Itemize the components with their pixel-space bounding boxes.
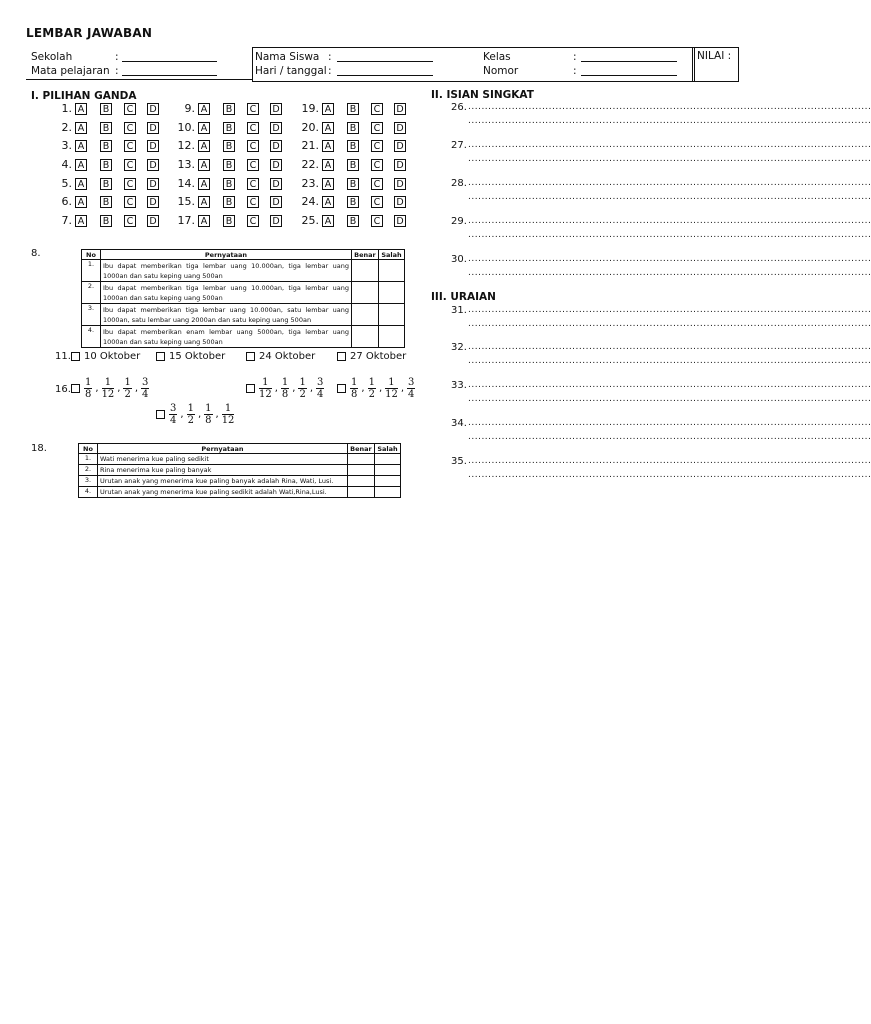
- answer-line[interactable]: ........................................................................................................................: [468, 380, 871, 390]
- answer-option-c[interactable]: C: [247, 122, 259, 134]
- denominator: 2: [299, 389, 306, 400]
- q16-option[interactable]: [337, 377, 415, 400]
- fraction: [281, 377, 289, 400]
- row-number: 1.: [79, 454, 98, 465]
- answer-option-a[interactable]: A: [75, 196, 87, 208]
- statement-text: Ibu dapat memberikan tiga lembar uang 10.000an, tiga lembar uang 1000an dan satu keping uang 500an: [100, 282, 351, 304]
- answer-line[interactable]: ........................................................................................................................: [468, 456, 871, 466]
- question-number: 17.: [177, 214, 195, 227]
- answer-option-a[interactable]: A: [322, 196, 334, 208]
- answer-option-b[interactable]: B: [347, 196, 359, 208]
- answer-option-d[interactable]: D: [270, 159, 282, 171]
- table-row: [82, 304, 405, 326]
- checkbox-icon: [71, 352, 80, 361]
- answer-option-d[interactable]: D: [394, 140, 406, 152]
- fraction-separator: ,: [95, 383, 99, 394]
- row-number: 2.: [82, 282, 101, 304]
- answer-option-c[interactable]: C: [124, 178, 136, 190]
- question-number: 1.: [61, 102, 72, 115]
- statement-text: Urutan anak yang menerima kue paling banyak adalah Rina, Wati, Lusi.: [97, 476, 347, 487]
- fraction-separator: ,: [292, 383, 296, 394]
- denominator: 4: [170, 415, 177, 426]
- question-number: 7.: [61, 214, 72, 227]
- answer-option-d[interactable]: D: [147, 122, 159, 134]
- q8-number: 8.: [31, 248, 41, 259]
- q11-option-label: 10 Oktober: [84, 351, 141, 362]
- denominator: 4: [142, 389, 149, 400]
- numerator: 1: [187, 403, 194, 414]
- answer-option-a[interactable]: A: [198, 159, 210, 171]
- answer-option-c[interactable]: C: [124, 215, 136, 227]
- row-number: 3.: [82, 304, 101, 326]
- answer-option-a[interactable]: A: [75, 178, 87, 190]
- benar-cell[interactable]: [351, 304, 378, 326]
- answer-option-c[interactable]: C: [124, 140, 136, 152]
- answer-line[interactable]: ........................................................................................................................: [468, 418, 871, 428]
- question-number: 13.: [177, 158, 195, 171]
- answer-option-c[interactable]: C: [247, 196, 259, 208]
- answer-option-d[interactable]: D: [147, 103, 159, 115]
- salah-cell[interactable]: [378, 326, 404, 348]
- question-number: 10.: [177, 121, 195, 134]
- fraction: [204, 403, 212, 426]
- fraction: [368, 377, 376, 400]
- q11-number: 11.: [55, 351, 71, 362]
- answer-option-b[interactable]: B: [223, 122, 235, 134]
- hari-field[interactable]: [337, 65, 433, 76]
- fraction: [187, 403, 195, 426]
- checkbox-icon: [246, 352, 255, 361]
- salah-cell[interactable]: [378, 304, 404, 326]
- numerator: 1: [351, 377, 358, 388]
- answer-option-b[interactable]: B: [347, 122, 359, 134]
- answer-option-b[interactable]: B: [223, 140, 235, 152]
- answer-option-d[interactable]: D: [147, 159, 159, 171]
- mapel-colon: :: [115, 65, 119, 77]
- answer-line[interactable]: ........................................................................................................................: [468, 178, 871, 188]
- sekolah-label: Sekolah: [31, 51, 73, 63]
- answer-option-a[interactable]: A: [322, 140, 334, 152]
- benar-cell[interactable]: [347, 487, 374, 498]
- answer-option-b[interactable]: B: [347, 140, 359, 152]
- hari-colon: :: [328, 65, 332, 77]
- q11-option-label: 15 Oktober: [169, 351, 226, 362]
- answer-line[interactable]: ........................................................................................................................: [468, 140, 871, 150]
- answer-option-c[interactable]: C: [124, 196, 136, 208]
- checkbox-icon: [156, 352, 165, 361]
- answer-option-d[interactable]: D: [270, 103, 282, 115]
- answer-option-b[interactable]: B: [223, 159, 235, 171]
- answer-option-d[interactable]: D: [147, 215, 159, 227]
- answer-option-c[interactable]: C: [371, 159, 383, 171]
- benar-cell[interactable]: [347, 476, 374, 487]
- fraction-separator: ,: [309, 383, 314, 394]
- numerator: 1: [102, 377, 115, 389]
- denominator: 12: [101, 389, 115, 400]
- answer-option-c[interactable]: C: [371, 178, 383, 190]
- answer-option-a[interactable]: A: [198, 196, 210, 208]
- q16-number: 16.: [55, 384, 71, 395]
- answer-line[interactable]: ........................................................................................................................: [468, 102, 871, 112]
- answer-option-c[interactable]: C: [247, 178, 259, 190]
- question-number: 15.: [177, 195, 195, 208]
- q8-head-pernyataan: Pernyataan: [100, 250, 351, 260]
- question-number: 3.: [61, 139, 72, 152]
- answer-line[interactable]: ........................................................................................................................: [468, 356, 871, 366]
- answer-option-a[interactable]: A: [198, 178, 210, 190]
- question-number: 29.: [451, 216, 467, 227]
- row-number: 4.: [79, 487, 98, 498]
- question-number: 35.: [451, 456, 467, 467]
- fraction: [407, 377, 415, 400]
- answer-line[interactable]: ........................................................................................................................: [468, 268, 871, 278]
- section-isian-singkat: II. ISIAN SINGKAT: [431, 89, 534, 101]
- answer-option-c[interactable]: C: [371, 103, 383, 115]
- fraction: [141, 377, 149, 400]
- benar-cell[interactable]: [351, 326, 378, 348]
- numerator: 1: [85, 377, 92, 388]
- table-row: [79, 476, 401, 487]
- numerator: 1: [124, 377, 131, 388]
- fraction-separator: ,: [134, 383, 139, 394]
- question-number: 27.: [451, 140, 467, 151]
- answer-option-b[interactable]: B: [100, 215, 112, 227]
- answer-line[interactable]: ........................................................................................................................: [468, 216, 871, 226]
- answer-line[interactable]: ........................................................................................................................: [468, 192, 871, 202]
- fraction-separator: ,: [400, 383, 405, 394]
- answer-option-b[interactable]: B: [100, 196, 112, 208]
- fraction: [316, 377, 324, 400]
- salah-cell[interactable]: [378, 282, 404, 304]
- q11-option[interactable]: [71, 351, 140, 362]
- answer-option-b[interactable]: B: [100, 122, 112, 134]
- question-number: 32.: [451, 342, 467, 353]
- fraction: [102, 377, 115, 400]
- nama-colon: :: [328, 51, 332, 63]
- q11-option[interactable]: [246, 351, 315, 362]
- question-number: 5.: [61, 177, 72, 190]
- answer-option-c[interactable]: C: [124, 103, 136, 115]
- fraction: [298, 377, 306, 400]
- question-number: 28.: [451, 178, 467, 189]
- answer-option-a[interactable]: A: [75, 103, 87, 115]
- row-number: 3.: [79, 476, 98, 487]
- page-title: LEMBAR JAWABAN: [26, 26, 153, 40]
- numerator: 3: [317, 377, 324, 388]
- fraction-separator: ,: [361, 383, 365, 394]
- answer-line[interactable]: ........................................................................................................................: [468, 116, 871, 126]
- salah-cell[interactable]: [374, 454, 400, 465]
- fraction: [222, 403, 235, 426]
- question-number: 19.: [301, 102, 319, 115]
- statement-text: Ibu dapat memberikan tiga lembar uang 10.000an, satu lembar uang 1000an, satu lembar uang 2000an dan satu keping uang 500an: [100, 304, 351, 326]
- answer-option-d[interactable]: D: [394, 178, 406, 190]
- numerator: 1: [368, 377, 375, 388]
- answer-line[interactable]: ........................................................................................................................: [468, 254, 871, 264]
- question-number: 21.: [301, 139, 319, 152]
- question-number: 14.: [177, 177, 195, 190]
- salah-cell[interactable]: [378, 260, 404, 282]
- answer-option-d[interactable]: D: [270, 140, 282, 152]
- answer-option-a[interactable]: A: [322, 178, 334, 190]
- denominator: 12: [385, 389, 398, 400]
- q11-option-label: 24 Oktober: [259, 351, 316, 362]
- denominator: 12: [259, 389, 272, 400]
- fraction-separator: ,: [378, 383, 383, 394]
- answer-line[interactable]: ........................................................................................................................: [468, 432, 871, 442]
- question-number: 12.: [177, 139, 195, 152]
- statement-text: Rina menerima kue paling banyak: [97, 465, 347, 476]
- answer-option-b[interactable]: B: [223, 178, 235, 190]
- fraction: [169, 403, 177, 426]
- question-number: 22.: [301, 158, 319, 171]
- denominator: 12: [221, 415, 235, 426]
- nama-field[interactable]: [337, 51, 433, 62]
- answer-option-a[interactable]: A: [198, 215, 210, 227]
- numerator: 1: [385, 377, 398, 389]
- answer-option-b[interactable]: B: [100, 178, 112, 190]
- numerator: 1: [259, 377, 272, 389]
- q16-option[interactable]: [156, 403, 234, 426]
- answer-option-b[interactable]: B: [100, 140, 112, 152]
- answer-line[interactable]: ........................................................................................................................: [468, 230, 871, 240]
- fraction: [123, 377, 131, 400]
- answer-option-b[interactable]: B: [347, 103, 359, 115]
- table-row: [79, 454, 401, 465]
- row-number: 1.: [82, 260, 101, 282]
- fraction: [259, 377, 272, 400]
- answer-option-c[interactable]: C: [247, 140, 259, 152]
- fraction-separator: ,: [180, 409, 184, 420]
- q8-table: [81, 249, 405, 348]
- answer-option-a[interactable]: A: [322, 122, 334, 134]
- numerator: 1: [205, 403, 212, 414]
- answer-option-c[interactable]: C: [124, 122, 136, 134]
- kelas-label: Kelas: [483, 51, 511, 63]
- salah-cell[interactable]: [374, 487, 400, 498]
- answer-option-c[interactable]: C: [124, 159, 136, 171]
- salah-cell[interactable]: [374, 476, 400, 487]
- numerator: 3: [142, 377, 149, 388]
- answer-option-b[interactable]: B: [100, 159, 112, 171]
- denominator: 4: [317, 389, 324, 400]
- numerator: 3: [408, 377, 415, 388]
- numerator: 1: [281, 377, 289, 388]
- answer-option-c[interactable]: C: [247, 159, 259, 171]
- fraction-separator: ,: [117, 383, 121, 394]
- answer-option-a[interactable]: A: [75, 159, 87, 171]
- answer-option-a[interactable]: A: [75, 215, 87, 227]
- section-uraian: III. URAIAN: [431, 291, 496, 303]
- answer-option-d[interactable]: D: [394, 215, 406, 227]
- fraction: [84, 377, 92, 400]
- table-row: [79, 487, 401, 498]
- answer-option-d[interactable]: D: [147, 178, 159, 190]
- answer-option-d[interactable]: D: [270, 215, 282, 227]
- fraction-separator: ,: [274, 383, 278, 394]
- q11-option[interactable]: [337, 351, 406, 362]
- answer-option-b[interactable]: B: [223, 103, 235, 115]
- mapel-label: Mata pelajaran: [31, 65, 110, 77]
- answer-option-c[interactable]: C: [247, 103, 259, 115]
- q18-number: 18.: [31, 443, 47, 454]
- checkbox-icon: [71, 384, 80, 393]
- row-number: 4.: [82, 326, 101, 348]
- answer-option-a[interactable]: A: [198, 140, 210, 152]
- numerator: 1: [299, 377, 306, 388]
- table-row: [82, 282, 405, 304]
- checkbox-icon: [337, 384, 346, 393]
- answer-option-a[interactable]: A: [75, 122, 87, 134]
- denominator: 8: [281, 389, 289, 400]
- question-number: 23.: [301, 177, 319, 190]
- benar-cell[interactable]: [347, 454, 374, 465]
- answer-option-d[interactable]: D: [270, 196, 282, 208]
- nomor-label: Nomor: [483, 65, 519, 77]
- answer-line[interactable]: ........................................................................................................................: [468, 342, 871, 352]
- answer-option-d[interactable]: D: [147, 140, 159, 152]
- numerator: 1: [222, 403, 235, 415]
- question-number: 9.: [184, 102, 195, 115]
- answer-option-b[interactable]: B: [100, 103, 112, 115]
- fraction-separator: ,: [197, 409, 202, 420]
- q11-option-label: 27 Oktober: [350, 351, 407, 362]
- answer-option-a[interactable]: A: [322, 215, 334, 227]
- answer-option-b[interactable]: B: [223, 196, 235, 208]
- nama-label: Nama Siswa: [255, 51, 320, 63]
- statement-text: Urutan anak yang menerima kue paling sedikit adalah Wati,Rina,Lusi.: [97, 487, 347, 498]
- kelas-colon: :: [573, 51, 577, 63]
- answer-option-a[interactable]: A: [75, 140, 87, 152]
- numerator: 3: [170, 403, 177, 414]
- row-number: 2.: [79, 465, 98, 476]
- q18-head-salah: Salah: [374, 444, 400, 454]
- answer-option-d[interactable]: D: [394, 122, 406, 134]
- denominator: 8: [85, 389, 92, 400]
- q18-head-pernyataan: Pernyataan: [97, 444, 347, 454]
- sekolah-field[interactable]: [122, 51, 217, 62]
- question-number: 24.: [301, 195, 319, 208]
- question-number: 4.: [61, 158, 72, 171]
- question-number: 31.: [451, 305, 467, 316]
- answer-line[interactable]: ........................................................................................................................: [468, 154, 871, 164]
- q8-head-salah: Salah: [378, 250, 404, 260]
- q11-option[interactable]: [156, 351, 225, 362]
- answer-option-c[interactable]: C: [371, 196, 383, 208]
- answer-option-b[interactable]: B: [347, 178, 359, 190]
- q8-head-benar: Benar: [351, 250, 378, 260]
- fraction: [385, 377, 398, 400]
- answer-option-a[interactable]: A: [322, 103, 334, 115]
- nomor-colon: :: [573, 65, 577, 77]
- answer-option-a[interactable]: A: [198, 103, 210, 115]
- denominator: 2: [368, 389, 375, 400]
- statement-text: Ibu dapat memberikan tiga lembar uang 10.000an, tiga lembar uang 1000an dan satu keping uang 500an: [100, 260, 351, 282]
- question-number: 6.: [61, 195, 72, 208]
- answer-option-d[interactable]: D: [270, 122, 282, 134]
- answer-line[interactable]: ........................................................................................................................: [468, 394, 871, 404]
- question-number: 2.: [61, 121, 72, 134]
- question-number: 20.: [301, 121, 319, 134]
- checkbox-icon: [246, 384, 255, 393]
- answer-option-c[interactable]: C: [371, 215, 383, 227]
- answer-option-d[interactable]: D: [147, 196, 159, 208]
- answer-option-c[interactable]: C: [371, 122, 383, 134]
- answer-option-b[interactable]: B: [347, 215, 359, 227]
- sekolah-colon: :: [115, 51, 119, 63]
- question-number: 30.: [451, 254, 467, 265]
- denominator: 8: [351, 389, 358, 400]
- q18-head-benar: Benar: [347, 444, 374, 454]
- answer-option-b[interactable]: B: [223, 215, 235, 227]
- denominator: 2: [124, 389, 131, 400]
- header-divider: [26, 79, 252, 80]
- denominator: 2: [187, 415, 194, 426]
- answer-line[interactable]: ........................................................................................................................: [468, 319, 871, 329]
- answer-option-a[interactable]: A: [198, 122, 210, 134]
- answer-option-b[interactable]: B: [347, 159, 359, 171]
- fraction-separator: ,: [215, 409, 219, 420]
- q18-table: [78, 443, 401, 498]
- answer-line[interactable]: ........................................................................................................................: [468, 305, 871, 315]
- denominator: 8: [205, 415, 212, 426]
- question-number: 25.: [301, 214, 319, 227]
- mapel-field[interactable]: [122, 65, 217, 76]
- table-row: [79, 465, 401, 476]
- answer-option-d[interactable]: D: [394, 103, 406, 115]
- answer-line[interactable]: ........................................................................................................................: [468, 470, 871, 480]
- answer-option-a[interactable]: A: [322, 159, 334, 171]
- nilai-label: NILAI :: [697, 50, 732, 62]
- section-pilihan-ganda: I. PILIHAN GANDA: [31, 90, 137, 102]
- statement-text: Wati menerima kue paling sedikit: [97, 454, 347, 465]
- hari-label: Hari / tanggal: [255, 65, 327, 77]
- statement-text: Ibu dapat memberikan enam lembar uang 5000an, tiga lembar uang 1000an dan satu keping uang 500an: [100, 326, 351, 348]
- kelas-field[interactable]: [581, 51, 677, 62]
- answer-option-d[interactable]: D: [394, 196, 406, 208]
- question-number: 34.: [451, 418, 467, 429]
- salah-cell[interactable]: [374, 465, 400, 476]
- q18-head-no: No: [79, 444, 98, 454]
- fraction: [350, 377, 358, 400]
- answer-option-d[interactable]: D: [394, 159, 406, 171]
- benar-cell[interactable]: [351, 260, 378, 282]
- benar-cell[interactable]: [347, 465, 374, 476]
- answer-option-c[interactable]: C: [247, 215, 259, 227]
- table-row: [82, 326, 405, 348]
- answer-option-c[interactable]: C: [371, 140, 383, 152]
- question-number: 26.: [451, 102, 467, 113]
- denominator: 4: [408, 389, 415, 400]
- benar-cell[interactable]: [351, 282, 378, 304]
- checkbox-icon: [337, 352, 346, 361]
- q16-option[interactable]: [246, 377, 324, 400]
- table-row: [82, 260, 405, 282]
- answer-option-d[interactable]: D: [270, 178, 282, 190]
- checkbox-icon: [156, 410, 165, 419]
- question-number: 33.: [451, 380, 467, 391]
- q8-head-no: No: [82, 250, 101, 260]
- nomor-field[interactable]: [581, 65, 677, 76]
- q16-option[interactable]: [71, 377, 149, 400]
